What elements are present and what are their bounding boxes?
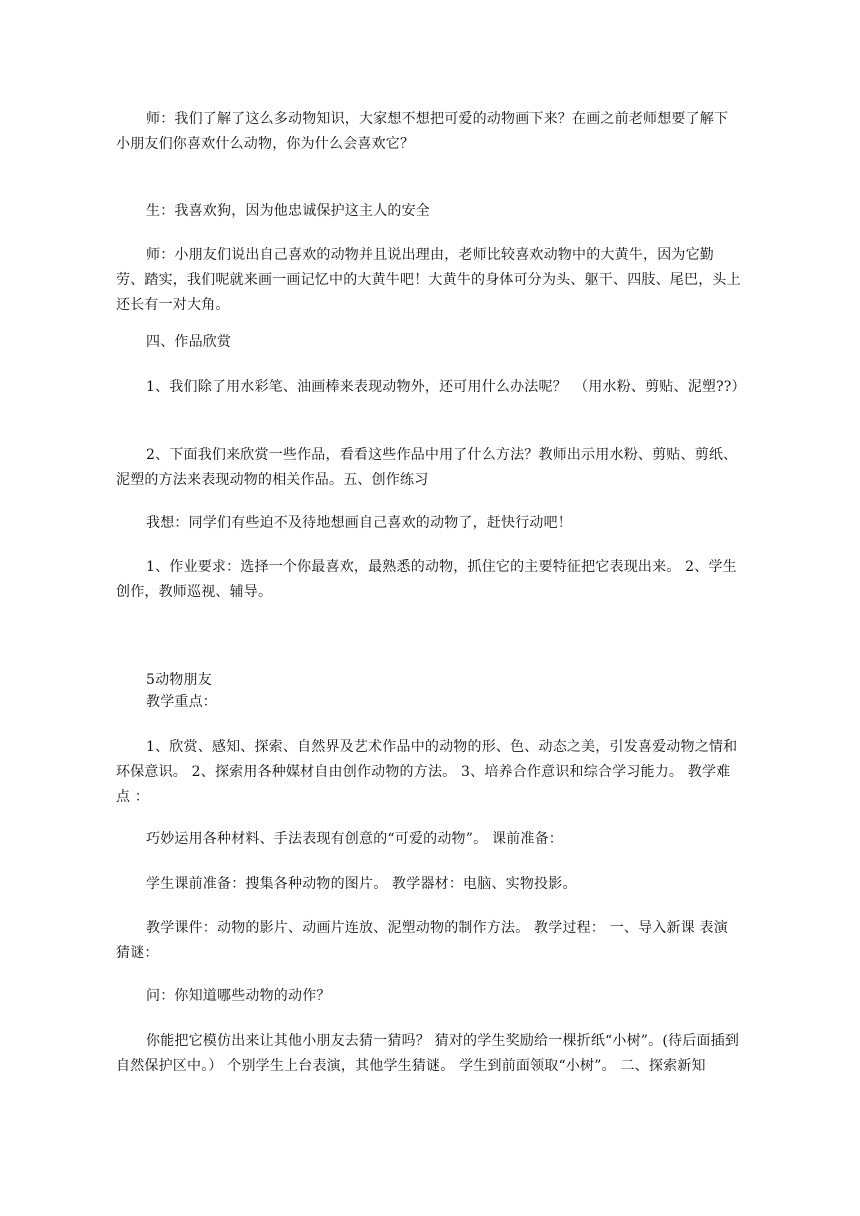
lesson-title: 5动物朋友	[146, 672, 212, 688]
paragraph-focus-points: 1、欣赏、感知、探索、自然界及艺术作品中的动物的形、色、动态之美，引发喜爱动物之情和环保意识。 2、探索用各种媒材自由创作动物的方法。 3、培养合作意识和综合学习能力。 教学难点 ：	[116, 739, 738, 805]
paragraph-student-answer: 生：我喜欢狗，因为他忠诚保护这主人的安全	[146, 203, 430, 219]
paragraph-courseware: 教学课件：动物的影片、动画片连放、泥塑动物的制作方法。 教学过程： 一、导入新课 表演猜谜：	[116, 920, 728, 961]
paragraph-teacher-ox: 师：小朋友们说出自己喜欢的动物并且说出理由，老师比较喜欢动物中的大黄牛，因为它勤劳、踏实，我们呢就来画一画记忆中的大黄牛吧！大黄牛的身体可分为头、躯干、四肢、尾巴，头上还长有一对大角。	[116, 247, 741, 313]
section-heading-appreciation: 四、作品欣赏	[146, 334, 232, 350]
paragraph-question: 问：你知道哪些动物的动作？	[146, 988, 331, 1004]
paragraph-difficulty: 巧妙运用各种材料、手法表现有创意的“可爱的动物”。 课前准备：	[146, 831, 563, 847]
teaching-focus-heading: 教学重点：	[146, 694, 217, 710]
paragraph-teacher-question: 师：我们了解了这么多动物知识，大家想不想把可爱的动物画下来？在画之前老师想要了解下小朋友们你喜欢什么动物，你为什么会喜欢它？	[116, 111, 729, 152]
paragraph-preparation: 学生课前准备：搜集各种动物的图片。 教学器材：电脑、实物投影。	[146, 876, 577, 892]
paragraph-item-1: 1、我们除了用水彩笔、油画棒来表现动物外，还可用什么办法呢？ （用水粉、剪贴、泥塑??）	[146, 379, 746, 395]
paragraph-item-2: 2、下面我们来欣赏一些作品，看看这些作品中用了什么方法？教师出示用水粉、剪贴、剪纸、泥塑的方法来表现动物的相关作品。五、创作练习	[116, 447, 738, 488]
paragraph-homework: 1、作业要求：选择一个你最喜欢，最熟悉的动物，抓住它的主要特征把它表现出来。 2、学生创作，教师巡视、辅导。	[116, 559, 737, 600]
paragraph-imitate: 你能把它模仿出来让其他小朋友去猜一猜吗？ 猜对的学生奖励给一棵折纸“小树”。(待后面插到自然保护区中。） 个别学生上台表演，其他学生猜谜。 学生到前面领取“小树”。 二、探索新知	[116, 1033, 740, 1074]
paragraph-my-idea: 我想：同学们有些迫不及待地想画自己喜欢的动物了，赶快行动吧！	[146, 515, 572, 531]
